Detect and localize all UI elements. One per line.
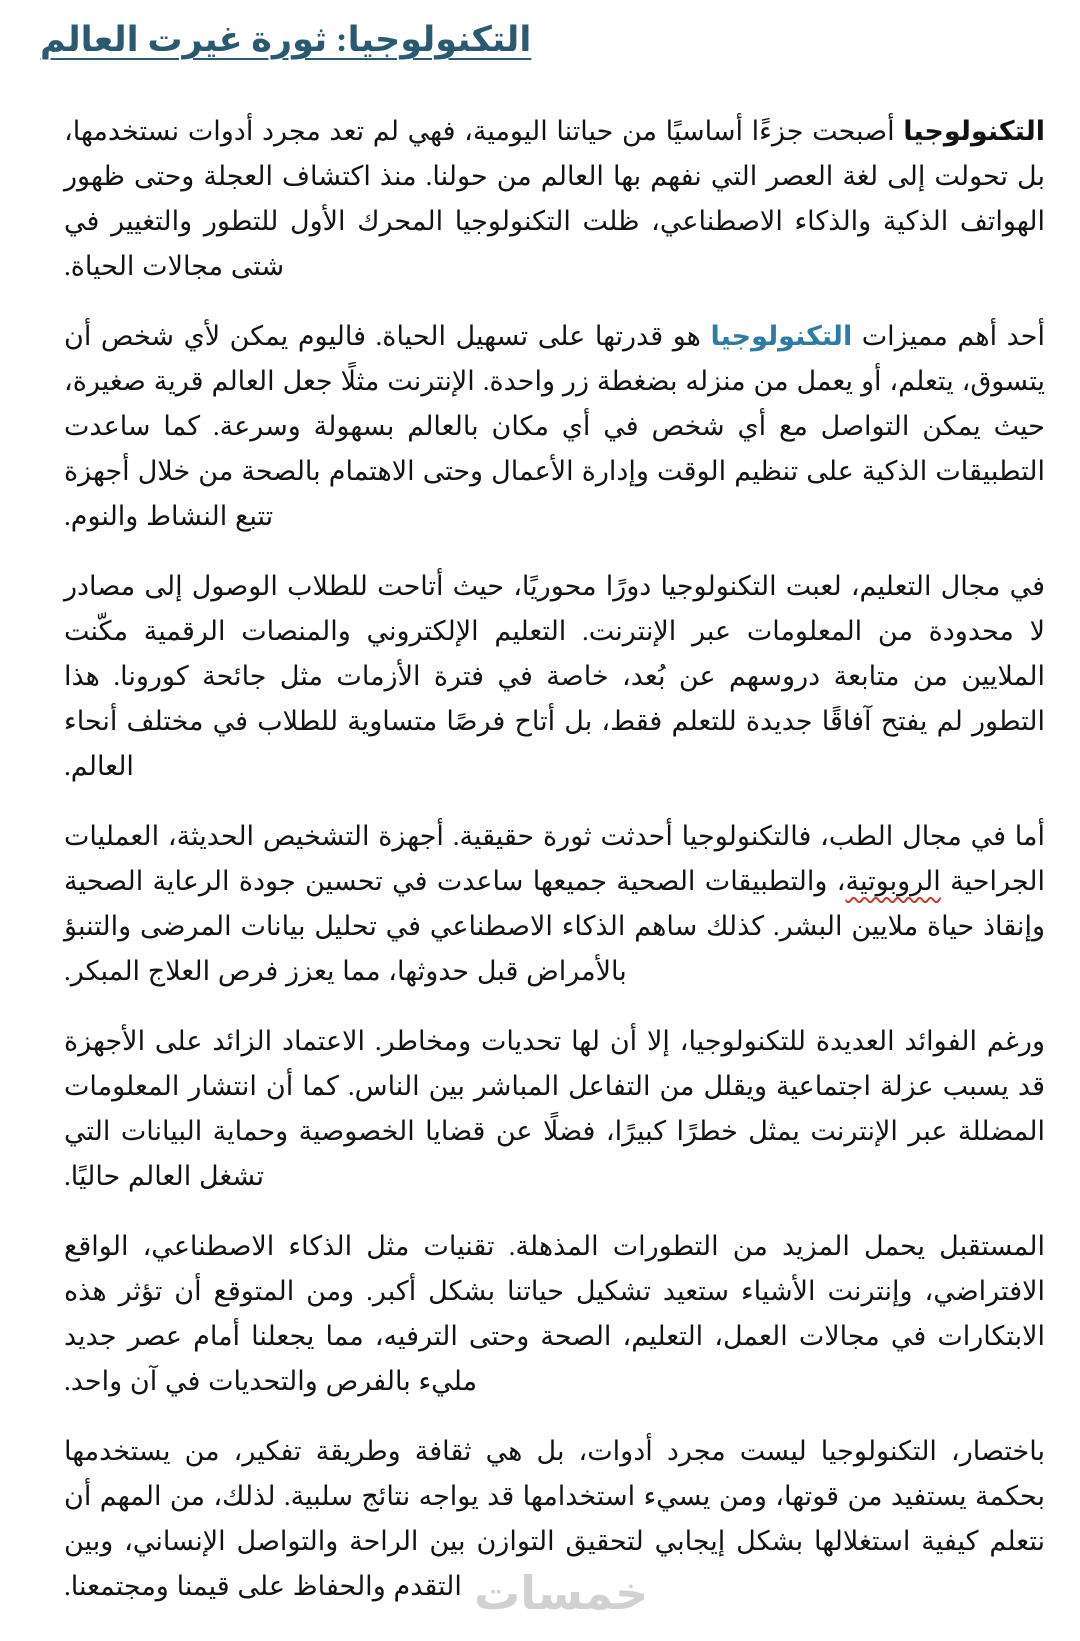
- paragraph-text: المستقبل يحمل المزيد من التطورات المذهلة. تقنيات مثل الذكاء الاصطناعي، الواقع الافتراضي، وإنترنت الأشياء ستعيد تشكيل حياتنا بشكل أكبر. ومن المتوقع أن تؤثر هذه الابتكارات في مجالات العمل، التعليم، الصحة وحتى الترفيه، مما يجعلنا أمام عصر جديد مليء بالفرص والتحديات في آن واحد.: [64, 1231, 1045, 1397]
- khamsat-watermark: خمسات: [474, 1566, 649, 1620]
- paragraph-future: [64, 1224, 1045, 1404]
- document-title: التكنولوجيا: ثورة غيرت العالم: [40, 20, 532, 59]
- paragraph-medicine: [64, 814, 1045, 994]
- document-page: [0, 16, 1080, 1641]
- paragraph-text: ، والتطبيقات الصحية جميعها ساعدت في تحسين جودة الرعاية الصحية وإنقاذ حياة ملايين البشر. كذلك ساهم الذكاء الاصطناعي في تحليل بيانات المرضى والتنبؤ بالأمراض قبل حدوثها، مما يعزز فرص العلاج المبكر.: [64, 866, 1045, 987]
- paragraph-intro: [64, 109, 1045, 289]
- paragraph-text: أصبحت جزءًا أساسيًا من حياتنا اليومية، فهي لم تعد مجرد أدوات نستخدمها، بل تحولت إلى لغة العصر التي نفهم بها العالم من حولنا. منذ اكتشاف العجلة وحتى ظهور الهواتف الذكية والذكاء الاصطناعي، ظلت التكنولوجيا المحرك الأول للتطور والتغيير في شتى مجالات الحياة.: [64, 116, 1045, 282]
- bold-lead-word: التكنولوجيا: [903, 116, 1045, 147]
- paragraph-text: هو قدرتها على تسهيل الحياة. فاليوم يمكن لأي شخص أن يتسوق، يتعلم، أو يعمل من منزله بضغطة زر واحدة. الإنترنت مثلًا جعل العالم قرية صغيرة، حيث يمكن التواصل مع أي شخص في أي مكان بالعالم بسهولة وسرعة. كما ساعدت التطبيقات الذكية على تنظيم الوقت وإدارة الأعمال وحتى الاهتمام بالصحة من خلال أجهزة تتبع النشاط والنوم.: [64, 321, 1045, 532]
- paragraph-challenges: [64, 1019, 1045, 1199]
- paragraph-text: ورغم الفوائد العديدة للتكنولوجيا، إلا أن لها تحديات ومخاطر. الاعتماد الزائد على الأجهزة قد يسبب عزلة اجتماعية ويقلل من التفاعل المباشر بين الناس. كما أن انتشار المعلومات المضللة عبر الإنترنت يمثل خطرًا كبيرًا، فضلًا عن قضايا الخصوصية وحماية البيانات التي تشغل العالم حاليًا.: [64, 1026, 1045, 1192]
- paragraph-text: باختصار، التكنولوجيا ليست مجرد أدوات، بل هي ثقافة وطريقة تفكير، من يستخدمها بحكمة يستفيد من قوتها، ومن يسيء استخدامها قد يواجه نتائج سلبية. لذلك، من المهم أن نتعلم كيفية استغلالها بشكل إيجابي لتحقيق التوازن بين الراحة والتواصل الإنساني، وبين التقدم والحفاظ على قيمنا ومجتمعنا.: [64, 1436, 1045, 1602]
- document-body: [0, 109, 1080, 1609]
- paragraph-text: في مجال التعليم، لعبت التكنولوجيا دورًا محوريًا، حيث أتاحت للطلاب الوصول إلى مصادر لا محدودة من المعلومات عبر الإنترنت. التعليم الإلكتروني والمنصات الرقمية مكّنت الملايين من متابعة دروسهم عن بُعد، خاصة في فترة الأزمات مثل جائحة كورونا. هذا التطور لم يفتح آفاقًا جديدة للتعلم فقط، بل أتاح فرصًا متساوية للطلاب في مختلف أنحاء العالم.: [64, 571, 1045, 782]
- paragraph-education: [64, 564, 1045, 789]
- technology-highlight-word: التكنولوجيا: [710, 321, 853, 352]
- paragraph-conclusion: [64, 1429, 1045, 1609]
- paragraph-benefits: [64, 314, 1045, 539]
- misspelled-word-robotic: الروبوتية: [845, 866, 941, 897]
- paragraph-text: أما في مجال الطب، فالتكنولوجيا أحدثت ثورة حقيقية. أجهزة التشخيص الحديثة، العمليات الجراحية: [64, 821, 1046, 897]
- paragraph-text: أحد أهم مميزات: [852, 321, 1045, 352]
